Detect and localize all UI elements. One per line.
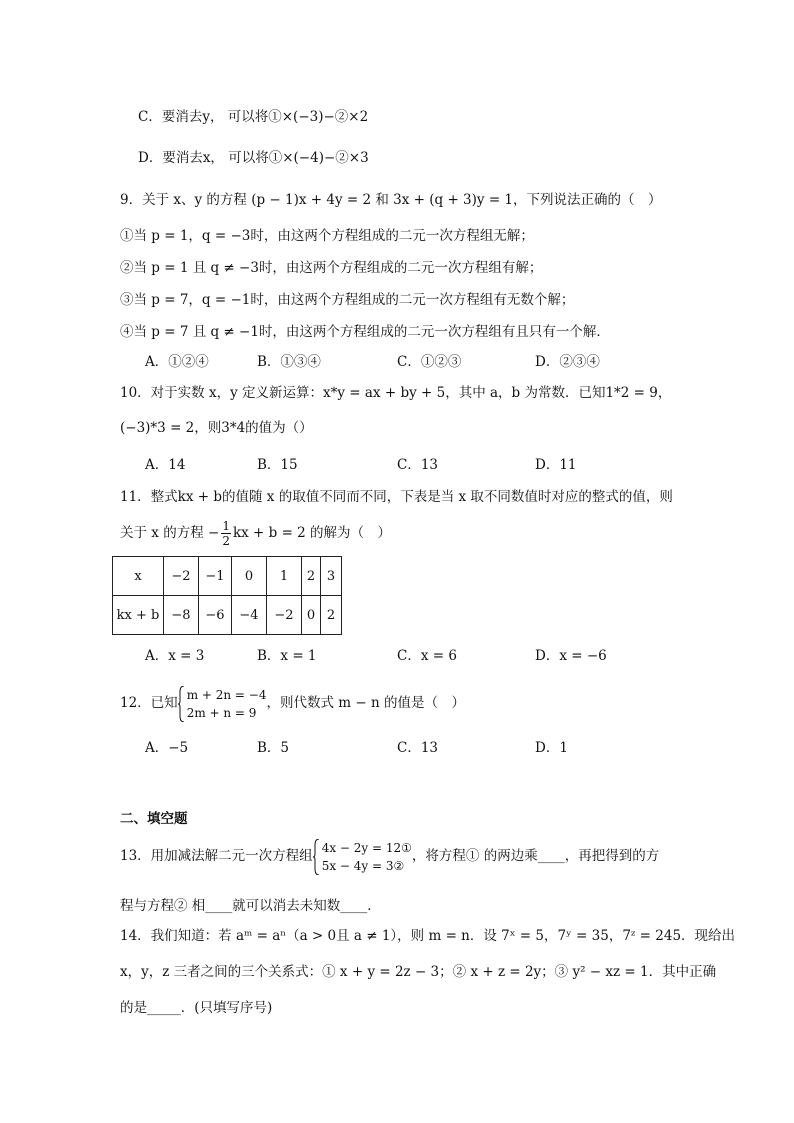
q14-stem-line3: 的是_____．(只填写序号) [120,1000,273,1016]
q9-option-d: D．②③④ [535,354,600,370]
table-cell: x [113,557,164,596]
q10-option-b: B．15 [257,457,298,473]
q9-statement-1: ①当 p = 1，q = −3时，由这两个方程组成的二元一次方程组无解； [120,228,534,244]
table-row [113,557,342,596]
q8-option-c: C．要消去y， 可以将①×(−3)−②×2 [138,109,369,125]
q13-stem [120,836,659,876]
table-cell: 2 [321,596,342,635]
table-cell: −8 [164,596,199,635]
table-cell: 2 [302,557,321,596]
table-cell: 3 [321,557,342,596]
q13-equation-2: 5x − 4y = 3② [321,858,405,873]
q12-stem-prefix: 12．已知 [120,695,178,711]
q12-option-c: C．13 [397,740,439,756]
q12-equation-system [178,686,267,722]
q11-option-b: B．x = 1 [257,648,317,664]
q10-stem-line2: (−3)*3 = 2，则3*4的值为（） [120,420,313,436]
q11-fraction [221,519,231,548]
q14-stem-line1: 14．我们知道：若 aᵐ = aⁿ（a > 0且 a ≠ 1），则 m = n．设 7ˣ = 5，7ʸ = 35，7ᶻ = 245．现给出 [120,928,736,944]
q13-stem-prefix: 13．用加减法解二元一次方程组 [120,848,313,864]
q9-option-b: B．①③④ [257,354,321,370]
q9-statement-4: ④当 p = 7 且 q ≠ −1时，由这两个方程组成的二元一次方程组有且只有一个解． [120,324,610,340]
q9-option-c: C．①②③ [397,354,462,370]
q10-option-a: A．14 [145,457,186,473]
q14-stem-line2: x，y，z 三者之间的三个关系式：① x + y = 2z − 3；② x + z = 2y；③ y² − xz = 1．其中正确 [120,964,717,980]
q12-stem-suffix: ，则代数式 m − n 的值是（ ） [266,695,465,711]
table-cell: 0 [232,557,267,596]
q11-value-table [112,556,342,635]
section-heading: 二、填空题 [120,811,188,827]
q13-stem-line2: 程与方程② 相____就可以消去未知数____． [120,898,381,914]
brace-icon [178,686,184,722]
q13-stem-suffix: ，将方程① 的两边乘____，再把得到的方 [411,848,660,864]
q11-option-d: D．x = −6 [535,648,607,664]
table-row [113,596,342,635]
q12-stem [120,684,465,722]
q11-stem-line2-suffix: kx + b = 2 的解为（ ） [232,525,392,541]
q12-equation-2: 2m + n = 9 [186,705,257,720]
table-cell: kx + b [113,596,164,635]
q13-equation-1: 4x − 2y = 12① [321,840,412,855]
q9-statement-2: ②当 p = 1 且 q ≠ −3时，由这两个方程组成的二元一次方程组有解； [120,260,543,276]
q11-option-c: C．x = 6 [397,648,457,664]
q11-option-a: A．x = 3 [145,648,205,664]
q10-option-d: D．11 [535,457,577,473]
q11-fraction-denominator: 2 [222,534,230,548]
q11-stem-line2-prefix: 关于 x 的方程 − [120,525,220,541]
q9-statement-3: ③当 p = 7，q = −1时，由这两个方程组成的二元一次方程组有无数个解； [120,292,575,308]
table-cell: −2 [164,557,199,596]
q11-stem-line2 [120,516,391,550]
q9-stem: 9．关于 x、y 的方程 (p − 1)x + 4y = 2 和 3x + (q + 3)y = 1，下列说法正确的（ ） [120,192,662,208]
table-cell: 0 [302,596,321,635]
q11-stem-line1: 11．整式kx + b的值随 x 的取值不同而不同，下表是当 x 取不同数值时对应的整式的值，则 [120,489,673,505]
q12-option-a: A．−5 [145,740,189,756]
q12-equation-1: m + 2n = −4 [186,687,267,702]
table-cell: −2 [267,596,302,635]
q11-fraction-numerator: 1 [222,519,230,533]
table-cell: 1 [267,557,302,596]
q8-option-d: D．要消去x， 可以将①×(−4)−②×3 [138,150,369,166]
q10-stem-line1: 10．对于实数 x，y 定义新运算：x*y = ax + by + 5，其中 a，b 为常数．已知1*2 = 9， [120,385,672,401]
q13-equation-system [313,839,412,875]
q12-option-b: B．5 [257,740,290,756]
q9-option-a: A．①②④ [145,354,209,370]
brace-icon [313,839,319,875]
q10-option-c: C．13 [397,457,439,473]
table-cell: −4 [232,596,267,635]
table-cell: −6 [199,596,232,635]
q12-option-d: D．1 [535,740,568,756]
table-cell: −1 [199,557,232,596]
